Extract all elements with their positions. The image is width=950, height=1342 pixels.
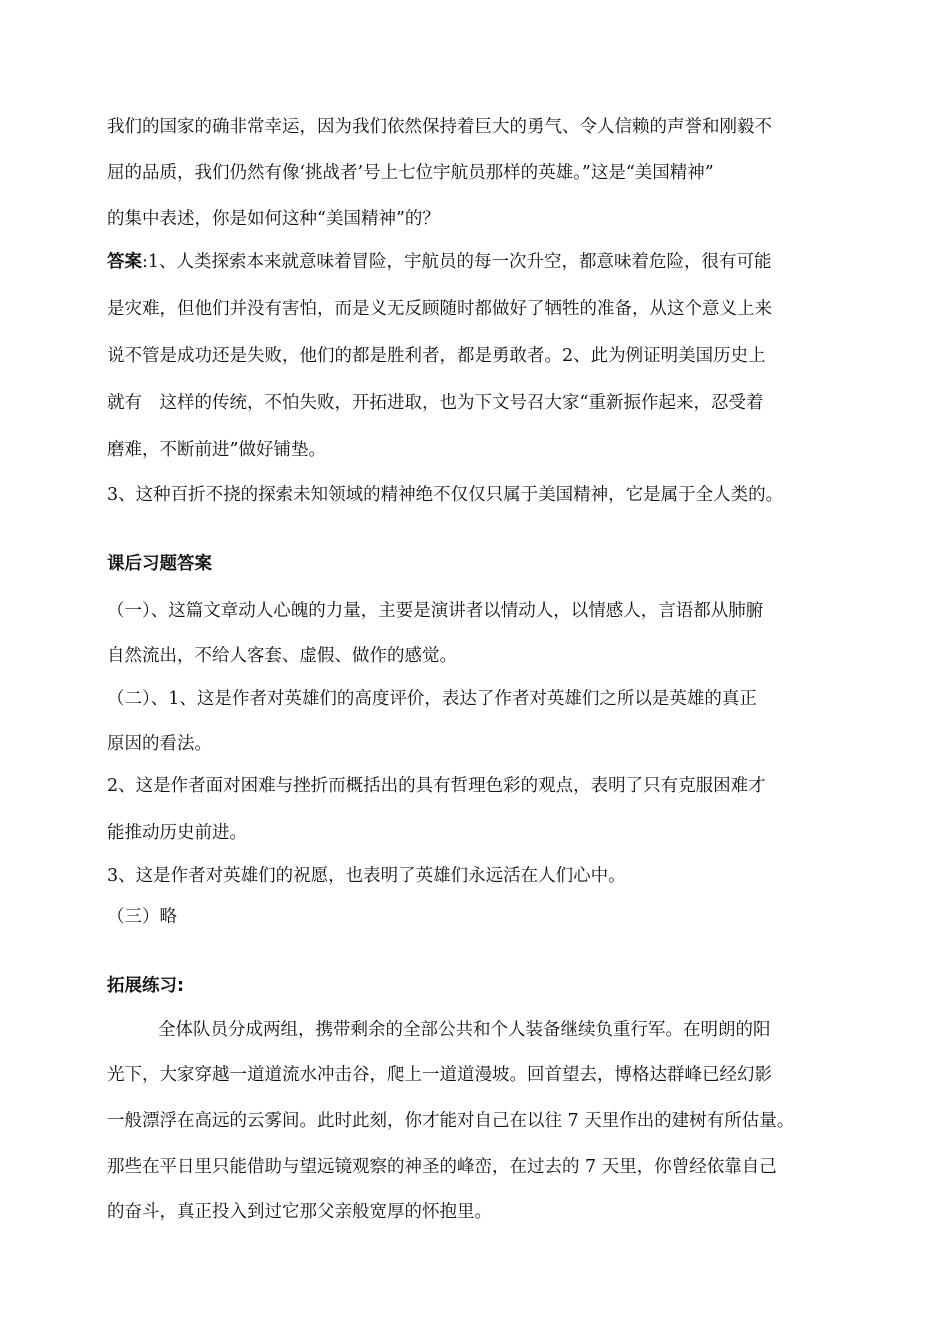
extension-line-1: 全体队员分成两组，携带剩余的全部公共和个人装备继续负重行军。在明朗的阳 [158,1020,771,1040]
exercise-line-3: （二）、1、这是作者对英雄们的高度评价，表达了作者对英雄们之所以是英雄的真正 [107,689,757,709]
answer-line-6: 3、这种百折不挠的探索未知领域的精神绝不仅仅只属于美国精神，它是属于全人类的。 [107,485,784,505]
extension-line-4: 那些在平日里只能借助与望远镜观察的神圣的峰峦，在过去的 7 天里，你曾经依靠自己 [107,1157,777,1177]
exercise-heading: 课后习题答案 [107,554,212,574]
answer-line-1-text: :1、人类探索本来就意味着冒险，宇航员的每一次升空，都意味着危险，很有可能 [142,252,772,272]
answer-line-4: 就有 这样的传统，不怕失败，开拓进取，也为下文号召大家“重新振作起来，忍受着 [107,393,764,413]
exercise-line-1: （一）、这篇文章动人心魄的力量，主要是演讲者以情动人，以情感人，言语都从肺腑 [107,601,764,621]
answer-line-2: 是灾难，但他们并没有害怕，而是义无反顾随时都做好了牺牲的准备，从这个意义上来 [107,299,772,319]
answer-label: 答案 [107,252,142,272]
extension-line-2: 光下，大家穿越一道道流水冲击谷，爬上一道道漫坡。回首望去，博格达群峰已经幻影 [107,1065,772,1085]
intro-line-3: 的集中表述，你是如何这种“美国精神”的？ [107,209,440,229]
answer-line-1 [107,251,772,273]
extension-line-3: 一般漂浮在高远的云雾间。此时此刻，你才能对自己在以往 7 天里作出的建树有所估量。 [107,1111,795,1131]
exercise-line-2: 自然流出，不给人客套、虚假、做作的感觉。 [107,646,457,666]
answer-line-3: 说不管是成功还是失败，他们的都是胜利者，都是勇敢者。2、此为例证明美国历史上 [107,346,766,366]
exercise-line-8: （三）略 [107,907,177,927]
extension-heading: 拓展练习: [107,976,184,996]
extension-line-5: 的奋斗，真正投入到过它那父亲般宽厚的怀抱里。 [107,1202,492,1222]
exercise-line-6: 能推动历史前进。 [107,823,247,843]
exercise-line-7: 3、这是作者对英雄们的祝愿，也表明了英雄们永远活在人们心中。 [107,866,626,886]
answer-line-5: 磨难，不断前进”做好铺垫。 [107,440,326,460]
exercise-line-4: 原因的看法。 [107,734,212,754]
intro-line-1: 我们的国家的确非常幸运，因为我们依然保持着巨大的勇气、令人信赖的声誉和刚毅不 [107,117,772,137]
exercise-line-5: 2、这是作者面对困难与挫折而概括出的具有哲理色彩的观点，表明了只有克服困难才 [107,776,766,796]
intro-line-2: 屈的品质，我们仍然有像‘挑战者’号上七位宇航员那样的英雄。”这是“美国精神” [107,163,714,183]
